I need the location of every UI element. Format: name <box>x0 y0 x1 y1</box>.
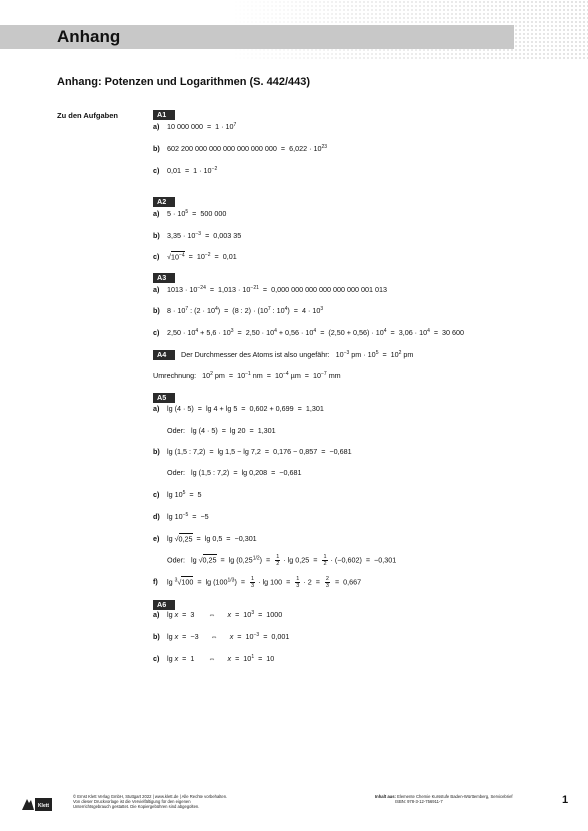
a5-b: b) lg (1,5 : 7,2) = lg 1,5 − lg 7,2 = 0,176 − 0,857 = −0,681 <box>153 447 352 456</box>
task-badge-a1: A1 <box>153 110 175 120</box>
a2-a: a) $5 \cdot 10^5 = 500$ 000 <box>153 209 227 218</box>
side-label: Zu den Aufgaben <box>57 111 118 120</box>
a3-c: c) $2,50 \cdot 10^4 + 5,6 \cdot 10^3 = 2,50 \cdot 10^4 + 0,56 \cdot 10^4 = (2,50 + 0,56) \cdot 10^4 = 3,06 \cdot 10^4 = 30$ 600 <box>153 328 465 337</box>
svg-text:Klett: Klett <box>37 803 50 809</box>
a3-a: a) $1013 \cdot 10^{-24} = 1,013 \cdot 10^{-21} = 0,000$ 000 000 000 000 000 001 013 <box>153 285 388 294</box>
task-badge-a3: A3 <box>153 273 175 283</box>
a5-f: f) $\lg ^3√100 = \lg (100^{1/3})$ = $\frac{1}{3}$ · lg 100 = $\frac{1}{3}$ · 2 = $\frac{2}{3}$ = 0,667 <box>153 576 362 589</box>
task-badge-a5: A5 <box>153 393 175 403</box>
section-heading: Anhang: Potenzen und Logarithmen (S. 442/443) <box>57 76 311 88</box>
a6-c: c) lg x = 1 ⇔ $x = 10^1 = 10$ <box>153 654 275 663</box>
a5-a-oder: Oder: lg (4 · 5) = lg 20 = 1,301 <box>167 426 276 435</box>
a4-umrechnung: Umrechnung: $10^2$ pm = $10^{-1}$ nm = $10^{-4}$ $\mu m = 10^{-7}$ mm <box>153 371 341 380</box>
a6-a: a) lg x = 3 ⇔ $x = 10^3 = 1000$ <box>153 610 283 619</box>
a5-c: c) $\lg 10^5 = 5$ <box>153 490 202 499</box>
a2-c: c) $√10^{-4} = 10^{-2} = 0,01$ <box>153 252 237 261</box>
a1-c: c) $0,01 = 1 \cdot 10^{-2}$ <box>153 166 218 175</box>
a5-a: a) lg (4 · 5) = lg 4 + lg 5 = 0,602 + 0,699 = 1,301 <box>153 404 324 413</box>
task-badge-a4: A4 <box>153 350 175 360</box>
page-header-title: Anhang <box>57 27 121 46</box>
a1-a: a) 10 000 $000 = 1 \cdot 10^7$ <box>153 122 237 131</box>
a5-d: d) $\lg 10^{-5} = -5$ <box>153 512 209 521</box>
a6-b: b) lg x = −3 ⇔ $x = 10^{-3} = 0,001$ <box>153 632 290 641</box>
a5-e: e) lg √0,25 = lg 0,5 = −0,301 <box>153 534 257 543</box>
klett-logo <box>20 796 52 812</box>
a5-e-oder: Oder: $\lg √0,25 = \lg (0,25^{1/2})$ = $\frac{1}{2}$ · lg 0,25 = $\frac{1}{2}$ · (−0,602) = −0,301 <box>167 554 397 567</box>
task-badge-a2: A2 <box>153 197 175 207</box>
a4-line: A4 Der Durchmesser des Atoms ist also ungefähr: $10^{-3}$ pm · $10^5 = 10^2$ pm <box>153 350 413 360</box>
a1-b: b) 602 200 000 000 000 000 000 $000 = 6,022 \cdot 10^{23}$ <box>153 144 328 153</box>
footer-copyright: © Ernst Klett Verlag GmbH, Stuttgart 2022 | www.klett.de | Alle Rechte vorbehalten. Von dieser Druckvorlage ist die Vervielfältigung für den eigenen Unterrichtsgebrauch gestattet. Die Kopiergebühren sind abgegolten. <box>73 794 228 810</box>
a5-b-oder: Oder: lg (1,5 : 7,2) = lg 0,208 = −0,681 <box>167 468 302 477</box>
a3-b: b) $8 \cdot 10^7$ : $(2 \cdot 10^4) = (8$ : $2) \cdot (10^7$ : $10^4) = 4 \cdot 10^3$ <box>153 306 324 315</box>
page-number: 1 <box>562 794 569 806</box>
footer-source: Inhalt aus: Elemente Chemie Kursstufe Baden-Württemberg, Servicebrief ISBN: 978-3-12-756911-7 <box>375 794 513 805</box>
a2-b: b) $3,35 \cdot 10^{-3} = 0,003$ 35 <box>153 231 242 240</box>
task-badge-a6: A6 <box>153 600 175 610</box>
